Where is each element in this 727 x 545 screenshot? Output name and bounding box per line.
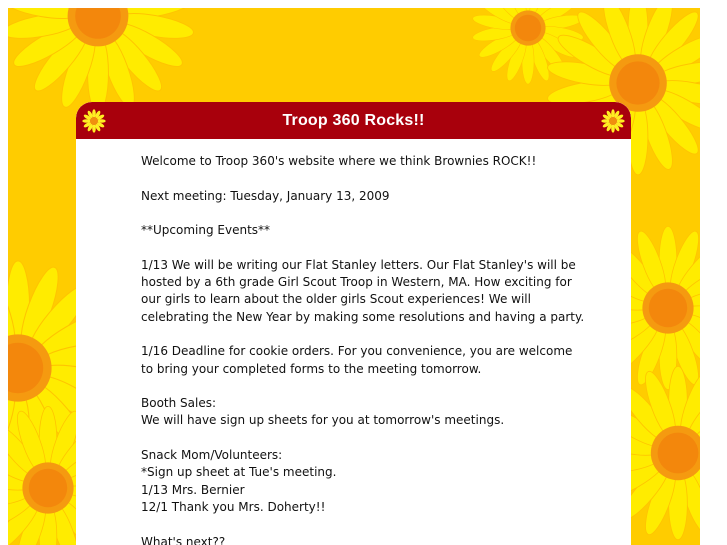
- text-line: Welcome to Troop 360's website where we think Brownies ROCK!!: [141, 154, 537, 168]
- page-header: [76, 102, 631, 139]
- event-flat-stanley: [141, 257, 585, 326]
- text-line: What's next??: [141, 534, 226, 545]
- text-line: 1/16 Deadline for cookie orders. For you convenience, you are welcome: [141, 344, 573, 359]
- text-line: celebrating the New Year by making some resolutions and having a party.: [141, 309, 585, 324]
- welcome-text: [141, 153, 571, 170]
- content-panel: [76, 102, 631, 545]
- next-meeting-text: [141, 188, 571, 205]
- upcoming-events-heading: [141, 222, 571, 239]
- snack-volunteers-section: [141, 447, 571, 516]
- main-content: [141, 153, 585, 545]
- text-line: Next meeting: Tuesday, January 13, 2009: [141, 188, 390, 203]
- page-title: Troop 360 Rocks!!: [282, 111, 425, 129]
- text-line: **Upcoming Events**: [141, 223, 271, 238]
- whats-next-text: [141, 534, 571, 545]
- text-line: We will have sign up sheets for you at tomorrow's meetings.: [141, 413, 505, 428]
- text-line: hosted by a 6th grade Girl Scout Troop in Western, MA. How exciting for: [141, 275, 572, 290]
- text-line: *Sign up sheet at Tue's meeting.: [141, 465, 337, 480]
- sunflower-icon: [601, 109, 625, 133]
- text-line: 12/1 Thank you Mrs. Doherty!!: [141, 499, 326, 514]
- text-line: Booth Sales:: [141, 396, 217, 411]
- text-line: our girls to learn about the older girls Scout experiences! We will: [141, 292, 531, 307]
- text-line: to bring your completed forms to the meeting tomorrow.: [141, 361, 482, 376]
- event-cookie-deadline: [141, 343, 571, 378]
- text-line: 1/13 Mrs. Bernier: [141, 482, 245, 497]
- text-line: 1/13 We will be writing our Flat Stanley letters. Our Flat Stanley's will be: [141, 257, 576, 272]
- booth-sales-section: [141, 395, 571, 430]
- sunflower-icon: [82, 109, 106, 133]
- text-line: Snack Mom/Volunteers:: [141, 448, 283, 463]
